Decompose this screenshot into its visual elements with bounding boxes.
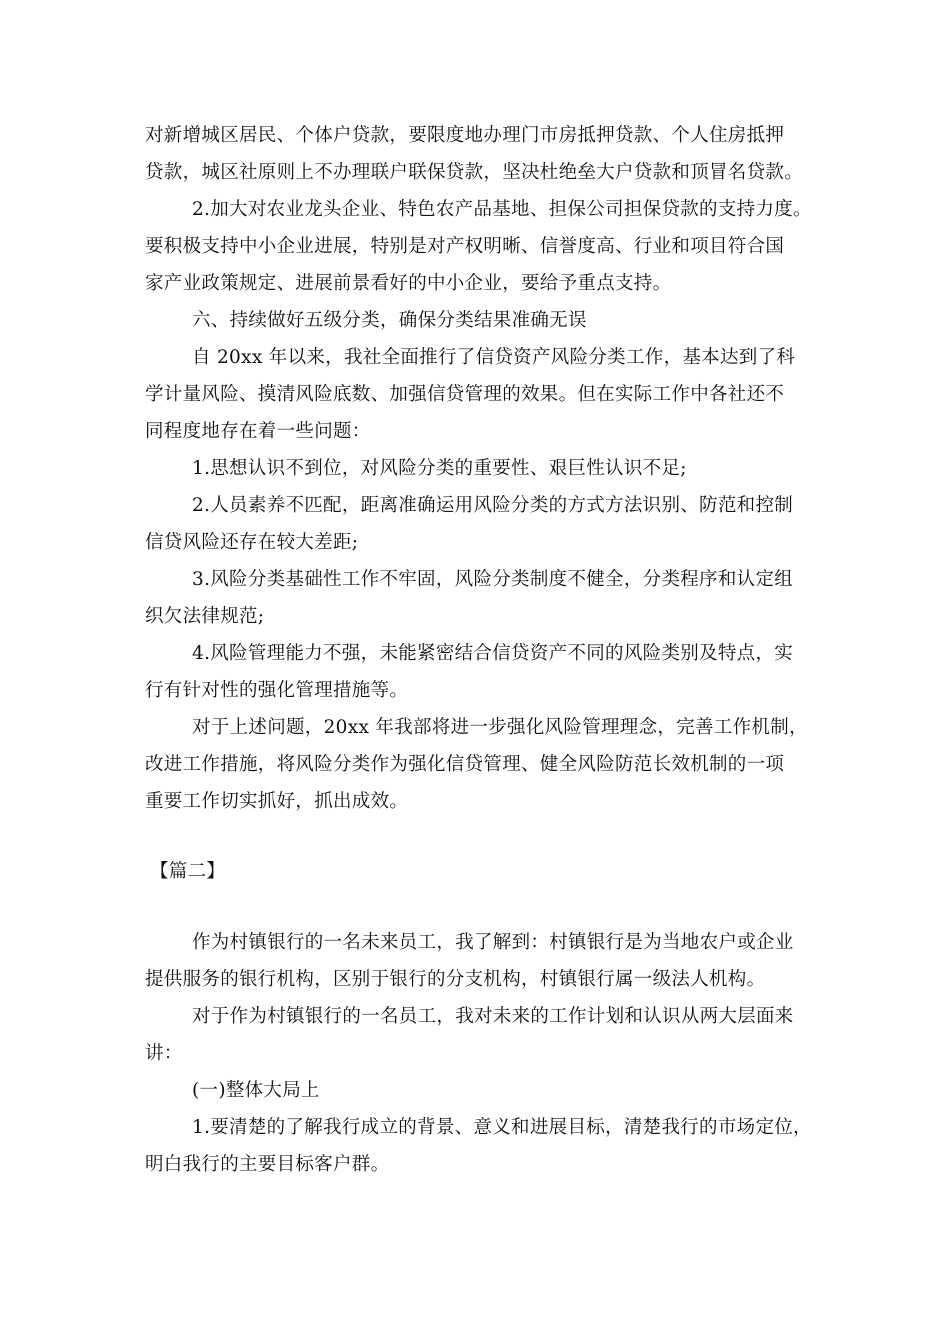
paragraph-line: 提供服务的银行机构，区别于银行的分支机构，村镇银行属一级法人机构。: [145, 969, 766, 990]
list-item-continuation: 行有针对性的强化管理措施等。: [145, 680, 409, 701]
list-item: 1.思想认识不到位，对风险分类的重要性、艰巨性认识不足;: [192, 458, 687, 479]
section-heading: 六、持续做好五级分类，确保分类结果准确无误: [192, 310, 587, 331]
paragraph-line: 同程度地存在着一些问题：: [145, 421, 371, 442]
paragraph-line: 贷款，城区社原则上不办理联户联保贷款，坚决杜绝垒大户贷款和顶冒名贷款。: [145, 162, 804, 183]
paragraph-line: 对于作为村镇银行的一名员工，我对未来的工作计划和认识从两大层面来: [192, 1006, 794, 1027]
list-item-continuation: 信贷风险还存在较大差距;: [145, 532, 359, 553]
paragraph-line: 对新增城区居民、个体户贷款，要限度地办理门市房抵押贷款、个人住房抵押: [145, 125, 785, 146]
paragraph-line: 讲：: [145, 1043, 183, 1064]
list-item: 1.要清楚的了解我行成立的背景、意义和进展目标，清楚我行的市场定位，: [192, 1117, 812, 1138]
paragraph-line: 2.加大对农业龙头企业、特色农产品基地、担保公司担保贷款的支持力度。: [192, 199, 812, 220]
subsection-heading: (一)整体大局上: [192, 1080, 320, 1101]
paragraph-line: 要积极支持中小企业进展，特别是对产权明晰、信誉度高、行业和项目符合国: [145, 236, 785, 257]
section-title: 【篇二】: [150, 861, 226, 882]
list-item-continuation: 明白我行的主要目标客户群。: [145, 1154, 390, 1175]
paragraph-line: 学计量风险、摸清风险底数、加强信贷管理的效果。但在实际工作中各社还不: [145, 384, 785, 405]
paragraph-line: 改进工作措施，将风险分类作为强化信贷管理、健全风险防范长效机制的一项: [145, 754, 785, 775]
paragraph-line: 自 20xx 年以来，我社全面推行了信贷资产风险分类工作，基本达到了科: [192, 347, 796, 368]
list-item: 4.风险管理能力不强，未能紧密结合信贷资产不同的风险类别及特点，实: [192, 643, 794, 664]
list-item: 3.风险分类基础性工作不牢固，风险分类制度不健全，分类程序和认定组: [192, 569, 794, 590]
list-item-continuation: 织欠法律规范;: [145, 606, 265, 627]
paragraph-line: 对于上述问题，20xx 年我部将进一步强化风险管理理念，完善工作机制，: [192, 717, 808, 738]
paragraph-line: 作为村镇银行的一名未来员工，我了解到：村镇银行是为当地农户或企业: [192, 932, 794, 953]
list-item: 2.人员素养不匹配，距离准确运用风险分类的方式方法识别、防范和控制: [192, 495, 794, 516]
paragraph-line: 家产业政策规定、进展前景看好的中小企业，要给予重点支持。: [145, 273, 672, 294]
paragraph-line: 重要工作切实抓好，抓出成效。: [145, 791, 409, 812]
